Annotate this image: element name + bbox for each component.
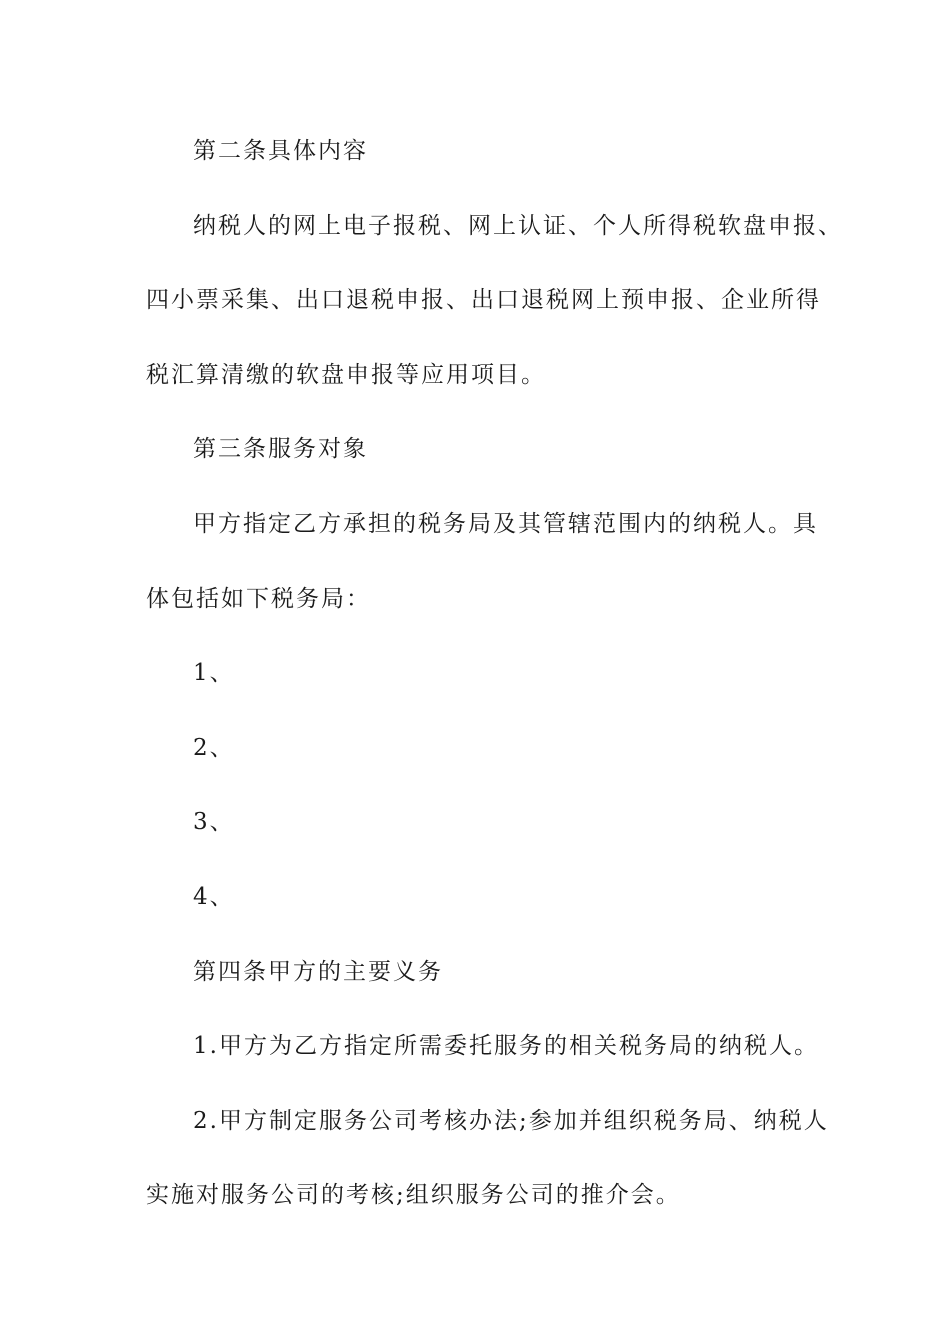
paragraph-line: 体包括如下税务局：	[146, 586, 371, 612]
list-item: 1、	[193, 660, 235, 686]
paragraph-line: 实施对服务公司的考核;组织服务公司的推介会。	[146, 1182, 681, 1208]
paragraph-line: 甲方指定乙方承担的税务局及其管辖范围内的纳税人。具	[193, 511, 818, 537]
section-heading-article-2: 第二条具体内容	[193, 138, 368, 164]
list-item: 3、	[193, 809, 235, 835]
paragraph-line: 税汇算清缴的软盘申报等应用项目。	[146, 362, 546, 388]
section-heading-article-3: 第三条服务对象	[193, 436, 368, 462]
paragraph-line: 纳税人的网上电子报税、网上认证、个人所得税软盘申报、	[193, 213, 843, 239]
paragraph-line: 1.甲方为乙方指定所需委托服务的相关税务局的纳税人。	[193, 1033, 819, 1059]
paragraph-line: 2.甲方制定服务公司考核办法;参加并组织税务局、纳税人	[193, 1108, 829, 1134]
list-item: 4、	[193, 884, 235, 910]
paragraph-line: 四小票采集、出口退税申报、出口退税网上预申报、企业所得	[146, 287, 821, 313]
section-heading-article-4: 第四条甲方的主要义务	[193, 959, 443, 985]
list-item: 2、	[193, 735, 235, 761]
